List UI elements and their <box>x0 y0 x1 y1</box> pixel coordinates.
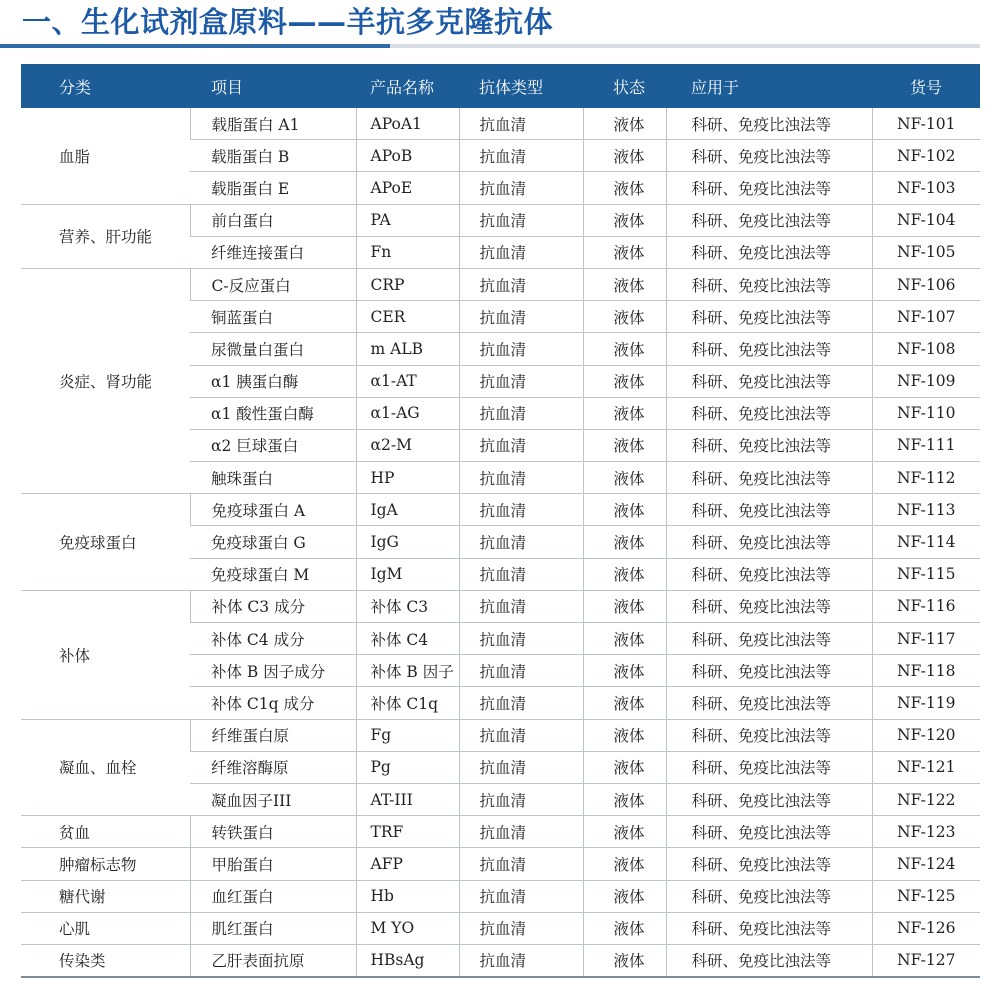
header-category: 分类 <box>21 64 190 108</box>
catalog-number-cell: NF-117 <box>872 623 980 655</box>
antibody-type-cell: 抗血清 <box>459 590 583 622</box>
category-cell: 贫血 <box>21 816 190 848</box>
product-name-cell: AFP <box>356 848 459 880</box>
product-name-cell: IgG <box>356 526 459 558</box>
category-cell: 糖代谢 <box>21 880 190 912</box>
item-cell: 转铁蛋白 <box>190 816 356 848</box>
item-cell: 尿微量白蛋白 <box>190 333 356 365</box>
state-cell: 液体 <box>583 783 666 815</box>
antibody-type-cell: 抗血清 <box>459 558 583 590</box>
header-catalog-number: 货号 <box>872 64 980 108</box>
product-name-cell: Fn <box>356 236 459 268</box>
antibody-type-cell: 抗血清 <box>459 687 583 719</box>
state-cell: 液体 <box>583 719 666 751</box>
antibody-type-cell: 抗血清 <box>459 301 583 333</box>
state-cell: 液体 <box>583 944 666 977</box>
item-cell: C-反应蛋白 <box>190 268 356 300</box>
antibody-type-cell: 抗血清 <box>459 880 583 912</box>
header-state: 状态 <box>583 64 666 108</box>
category-cell: 心肌 <box>21 912 190 944</box>
product-name-cell: CER <box>356 301 459 333</box>
table-row <box>21 494 980 526</box>
state-cell: 液体 <box>583 848 666 880</box>
catalog-number-cell: NF-113 <box>872 494 980 526</box>
product-name-cell: AT-III <box>356 783 459 815</box>
catalog-number-cell: NF-124 <box>872 848 980 880</box>
product-name-cell: APoB <box>356 140 459 172</box>
item-cell: 铜蓝蛋白 <box>190 301 356 333</box>
state-cell: 液体 <box>583 751 666 783</box>
product-name-cell: IgA <box>356 494 459 526</box>
state-cell: 液体 <box>583 236 666 268</box>
catalog-number-cell: NF-105 <box>872 236 980 268</box>
antibody-type-cell: 抗血清 <box>459 236 583 268</box>
antibody-type-cell: 抗血清 <box>459 365 583 397</box>
antibody-type-cell: 抗血清 <box>459 719 583 751</box>
catalog-number-cell: NF-116 <box>872 590 980 622</box>
application-cell: 科研、免疫比浊法等 <box>666 558 872 590</box>
category-cell: 炎症、肾功能 <box>21 268 190 493</box>
product-name-cell: APoE <box>356 172 459 204</box>
item-cell: 凝血因子III <box>190 783 356 815</box>
product-name-cell: APoA1 <box>356 108 459 140</box>
catalog-number-cell: NF-121 <box>872 751 980 783</box>
application-cell: 科研、免疫比浊法等 <box>666 462 872 494</box>
antibody-type-cell: 抗血清 <box>459 526 583 558</box>
state-cell: 液体 <box>583 108 666 140</box>
product-name-cell: Pg <box>356 751 459 783</box>
catalog-number-cell: NF-112 <box>872 462 980 494</box>
antibody-type-cell: 抗血清 <box>459 912 583 944</box>
state-cell: 液体 <box>583 268 666 300</box>
application-cell: 科研、免疫比浊法等 <box>666 108 872 140</box>
item-cell: 肌红蛋白 <box>190 912 356 944</box>
catalog-number-cell: NF-106 <box>872 268 980 300</box>
antibody-type-cell: 抗血清 <box>459 623 583 655</box>
table-row <box>21 944 980 977</box>
state-cell: 液体 <box>583 140 666 172</box>
product-name-cell: M YO <box>356 912 459 944</box>
item-cell: 乙肝表面抗原 <box>190 944 356 977</box>
antibody-type-cell: 抗血清 <box>459 783 583 815</box>
product-name-cell: HP <box>356 462 459 494</box>
catalog-number-cell: NF-111 <box>872 429 980 461</box>
application-cell: 科研、免疫比浊法等 <box>666 172 872 204</box>
antibody-type-cell: 抗血清 <box>459 944 583 977</box>
antibody-type-cell: 抗血清 <box>459 848 583 880</box>
application-cell: 科研、免疫比浊法等 <box>666 655 872 687</box>
catalog-number-cell: NF-103 <box>872 172 980 204</box>
antibody-type-cell: 抗血清 <box>459 816 583 848</box>
application-cell: 科研、免疫比浊法等 <box>666 236 872 268</box>
product-name-cell: α1-AT <box>356 365 459 397</box>
table-header-row <box>21 64 980 108</box>
catalog-number-cell: NF-126 <box>872 912 980 944</box>
catalog-number-cell: NF-127 <box>872 944 980 977</box>
application-cell: 科研、免疫比浊法等 <box>666 333 872 365</box>
product-name-cell: TRF <box>356 816 459 848</box>
catalog-number-cell: NF-123 <box>872 816 980 848</box>
product-name-cell: IgM <box>356 558 459 590</box>
item-cell: 免疫球蛋白 A <box>190 494 356 526</box>
product-name-cell: 补体 C4 <box>356 623 459 655</box>
state-cell: 液体 <box>583 333 666 365</box>
product-name-cell: α1-AG <box>356 397 459 429</box>
state-cell: 液体 <box>583 462 666 494</box>
table-row <box>21 848 980 880</box>
product-name-cell: m ALB <box>356 333 459 365</box>
table-row <box>21 719 980 751</box>
state-cell: 液体 <box>583 912 666 944</box>
application-cell: 科研、免疫比浊法等 <box>666 494 872 526</box>
application-cell: 科研、免疫比浊法等 <box>666 268 872 300</box>
catalog-number-cell: NF-122 <box>872 783 980 815</box>
catalog-number-cell: NF-115 <box>872 558 980 590</box>
application-cell: 科研、免疫比浊法等 <box>666 848 872 880</box>
application-cell: 科研、免疫比浊法等 <box>666 397 872 429</box>
catalog-number-cell: NF-108 <box>872 333 980 365</box>
catalog-number-cell: NF-104 <box>872 204 980 236</box>
antibody-table <box>21 64 980 978</box>
state-cell: 液体 <box>583 172 666 204</box>
item-cell: 纤维蛋白原 <box>190 719 356 751</box>
application-cell: 科研、免疫比浊法等 <box>666 140 872 172</box>
state-cell: 液体 <box>583 558 666 590</box>
category-cell: 补体 <box>21 590 190 719</box>
catalog-number-cell: NF-101 <box>872 108 980 140</box>
application-cell: 科研、免疫比浊法等 <box>666 204 872 236</box>
state-cell: 液体 <box>583 816 666 848</box>
item-cell: 甲胎蛋白 <box>190 848 356 880</box>
item-cell: 触珠蛋白 <box>190 462 356 494</box>
category-cell: 血脂 <box>21 108 190 204</box>
item-cell: 免疫球蛋白 G <box>190 526 356 558</box>
application-cell: 科研、免疫比浊法等 <box>666 880 872 912</box>
application-cell: 科研、免疫比浊法等 <box>666 687 872 719</box>
table-row <box>21 880 980 912</box>
table-row <box>21 204 980 236</box>
item-cell: 补体 C3 成分 <box>190 590 356 622</box>
application-cell: 科研、免疫比浊法等 <box>666 719 872 751</box>
item-cell: 纤维溶酶原 <box>190 751 356 783</box>
application-cell: 科研、免疫比浊法等 <box>666 365 872 397</box>
title-underline-light <box>390 44 980 48</box>
application-cell: 科研、免疫比浊法等 <box>666 301 872 333</box>
application-cell: 科研、免疫比浊法等 <box>666 623 872 655</box>
application-cell: 科研、免疫比浊法等 <box>666 590 872 622</box>
product-name-cell: α2-M <box>356 429 459 461</box>
item-cell: 血红蛋白 <box>190 880 356 912</box>
application-cell: 科研、免疫比浊法等 <box>666 783 872 815</box>
item-cell: α2 巨球蛋白 <box>190 429 356 461</box>
antibody-type-cell: 抗血清 <box>459 204 583 236</box>
product-name-cell: 补体 C1q <box>356 687 459 719</box>
catalog-number-cell: NF-110 <box>872 397 980 429</box>
state-cell: 液体 <box>583 494 666 526</box>
state-cell: 液体 <box>583 526 666 558</box>
product-name-cell: PA <box>356 204 459 236</box>
antibody-type-cell: 抗血清 <box>459 429 583 461</box>
application-cell: 科研、免疫比浊法等 <box>666 912 872 944</box>
item-cell: 免疫球蛋白 M <box>190 558 356 590</box>
table-row <box>21 912 980 944</box>
product-name-cell: 补体 C3 <box>356 590 459 622</box>
header-product-name: 产品名称 <box>356 64 459 108</box>
table-row <box>21 268 980 300</box>
item-cell: α1 酸性蛋白酶 <box>190 397 356 429</box>
state-cell: 液体 <box>583 301 666 333</box>
product-name-cell: Fg <box>356 719 459 751</box>
header-application: 应用于 <box>666 64 872 108</box>
item-cell: 补体 B 因子成分 <box>190 655 356 687</box>
application-cell: 科研、免疫比浊法等 <box>666 944 872 977</box>
table-row <box>21 590 980 622</box>
antibody-type-cell: 抗血清 <box>459 140 583 172</box>
catalog-number-cell: NF-118 <box>872 655 980 687</box>
catalog-number-cell: NF-109 <box>872 365 980 397</box>
catalog-number-cell: NF-125 <box>872 880 980 912</box>
item-cell: 载脂蛋白 B <box>190 140 356 172</box>
catalog-number-cell: NF-114 <box>872 526 980 558</box>
item-cell: 纤维连接蛋白 <box>190 236 356 268</box>
state-cell: 液体 <box>583 623 666 655</box>
state-cell: 液体 <box>583 397 666 429</box>
antibody-type-cell: 抗血清 <box>459 494 583 526</box>
catalog-number-cell: NF-119 <box>872 687 980 719</box>
application-cell: 科研、免疫比浊法等 <box>666 526 872 558</box>
antibody-type-cell: 抗血清 <box>459 108 583 140</box>
table-row <box>21 816 980 848</box>
item-cell: 前白蛋白 <box>190 204 356 236</box>
catalog-number-cell: NF-102 <box>872 140 980 172</box>
application-cell: 科研、免疫比浊法等 <box>666 429 872 461</box>
item-cell: 载脂蛋白 A1 <box>190 108 356 140</box>
product-name-cell: Hb <box>356 880 459 912</box>
state-cell: 液体 <box>583 590 666 622</box>
antibody-type-cell: 抗血清 <box>459 462 583 494</box>
state-cell: 液体 <box>583 204 666 236</box>
category-cell: 肿瘤标志物 <box>21 848 190 880</box>
antibody-type-cell: 抗血清 <box>459 655 583 687</box>
item-cell: 载脂蛋白 E <box>190 172 356 204</box>
application-cell: 科研、免疫比浊法等 <box>666 816 872 848</box>
antibody-type-cell: 抗血清 <box>459 397 583 429</box>
state-cell: 液体 <box>583 880 666 912</box>
category-cell: 营养、肝功能 <box>21 204 190 268</box>
catalog-number-cell: NF-120 <box>872 719 980 751</box>
state-cell: 液体 <box>583 655 666 687</box>
item-cell: 补体 C1q 成分 <box>190 687 356 719</box>
category-cell: 凝血、血栓 <box>21 719 190 816</box>
item-cell: 补体 C4 成分 <box>190 623 356 655</box>
category-cell: 传染类 <box>21 944 190 977</box>
antibody-type-cell: 抗血清 <box>459 751 583 783</box>
application-cell: 科研、免疫比浊法等 <box>666 751 872 783</box>
table-row <box>21 108 980 140</box>
title-underline-dark <box>0 44 390 48</box>
header-antibody-type: 抗体类型 <box>459 64 583 108</box>
state-cell: 液体 <box>583 687 666 719</box>
state-cell: 液体 <box>583 365 666 397</box>
product-name-cell: CRP <box>356 268 459 300</box>
state-cell: 液体 <box>583 429 666 461</box>
antibody-type-cell: 抗血清 <box>459 172 583 204</box>
item-cell: α1 胰蛋白酶 <box>190 365 356 397</box>
antibody-type-cell: 抗血清 <box>459 268 583 300</box>
product-name-cell: 补体 B 因子 <box>356 655 459 687</box>
product-name-cell: HBsAg <box>356 944 459 977</box>
category-cell: 免疫球蛋白 <box>21 494 190 591</box>
catalog-number-cell: NF-107 <box>872 301 980 333</box>
header-item: 项目 <box>190 64 356 108</box>
table-body <box>21 108 980 977</box>
page-title: 一、生化试剂盒原料——羊抗多克隆抗体 <box>22 5 554 39</box>
antibody-type-cell: 抗血清 <box>459 333 583 365</box>
